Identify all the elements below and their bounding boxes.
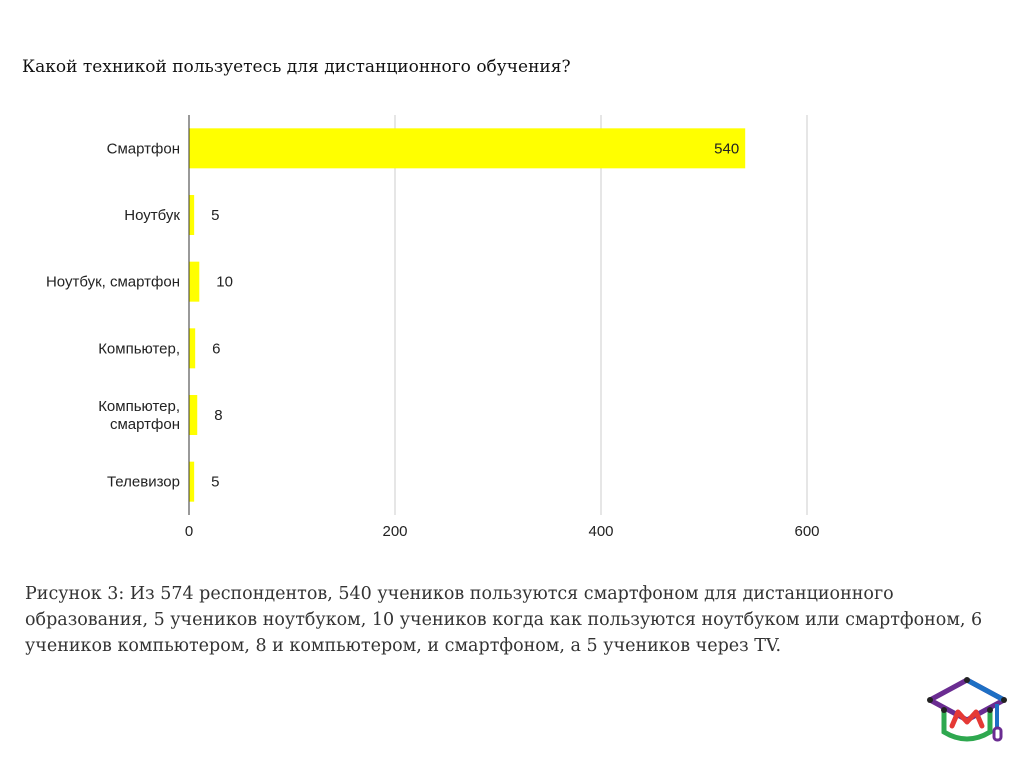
graduation-cap-logo-icon [924,676,1010,746]
value-label-1: 5 [211,207,220,224]
bar-3 [189,328,195,368]
bar-5 [189,462,194,502]
x-tick-label-2: 400 [588,523,614,540]
bar-0 [189,128,745,168]
x-tick-label-0: 0 [184,523,194,540]
value-label-5: 5 [211,473,220,491]
category-label-3: Компьютер, [98,340,180,358]
x-tick-label-3: 600 [794,523,820,540]
bar-2 [189,262,199,302]
category-label-4-line-0: Компьютер, [98,398,180,415]
bar-4 [189,395,197,435]
x-tick-label-1: 200 [382,523,408,540]
value-label-2: 10 [216,273,233,291]
category-label-1: Ноутбук [124,207,180,224]
category-label-2: Ноутбук, смартфон [45,273,180,291]
value-label-0: 540 [714,140,740,158]
chart-question-title: Какой техникой пользуетесь для дистанционного обучения? [22,57,571,77]
category-label-5: Телевизор [106,473,180,491]
value-label-3: 6 [212,340,221,358]
category-label-0: Смартфон [106,140,180,158]
bar-1 [189,195,194,235]
figure-caption: Рисунок 3: Из 574 респондентов, 540 учеников пользуются смартфоном для дистанционного образования, 5 учеников ноутбуком, 10 учеников когда как пользуются ноутбуком или смартфоном, 6 учеников компьютером, 8 и компьютером, и смартфоном, а 5 учеников через TV. [25,584,983,656]
value-label-4: 8 [214,407,223,424]
category-label-4-line-1: смартфон [109,416,180,433]
